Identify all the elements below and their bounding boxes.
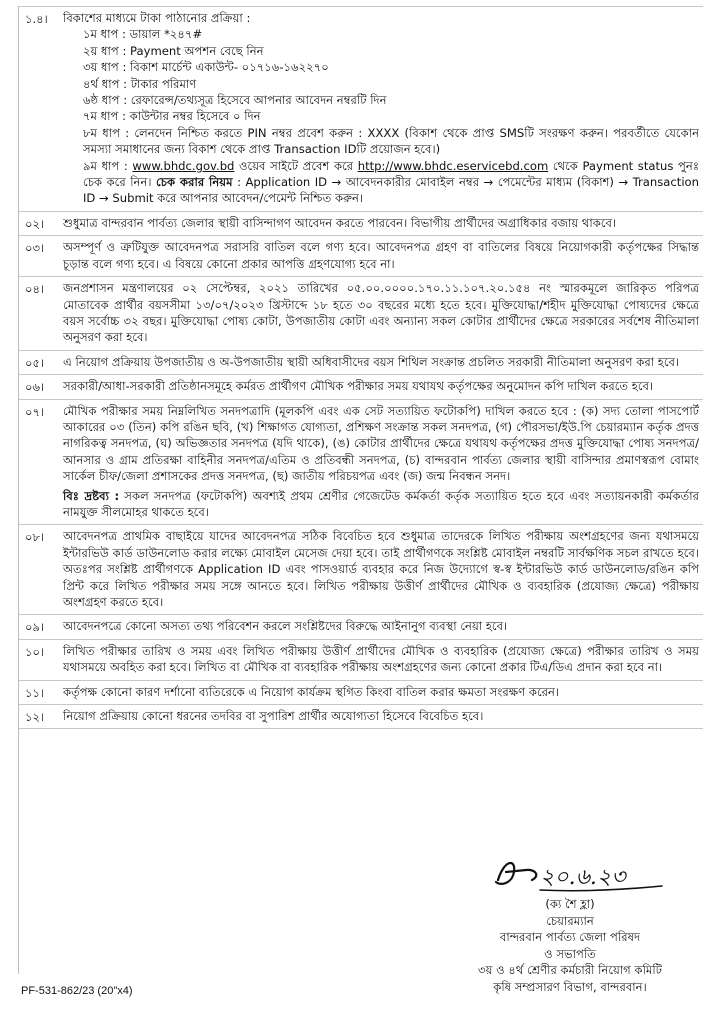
clause-text: শুধুমাত্র বান্দরবান পার্বত্য জেলার স্থায়ী বাসিন্দাগণ আবেদন করতে পারবেন। বিভাগীয় প্রার্থীদের অগ্রাধিকার বজায় থাকবে। [63,215,617,230]
clause-number: ০৬। [25,380,45,395]
clause-text: জনপ্রশাসন মন্ত্রণালয়ের ০২ সেপ্টেম্বর, ২০২১ তারিখের ০৫.০০.০০০০.১৭০.১১.১০৭.২০.১৫৪ নং স্মারকমূলে জারিকৃত পরিপত্র মোতাবেক প্রার্থীর বয়সসীমা ১৩/০৭/২০২৩ খ্রিস্টাব্দে ১৮ হতে ৩০ বছরের মধ্যে হতে হবে। মুক্তিযোদ্ধা/শহীদ মুক্তিযোদ্ধা পোষ্যদের ক্ষেত্রে বয়স সর্বোচ্চ ৩২ বছর। মুক্তিযোদ্ধা পোষ্য কোটা, উপজাতীয় কোটা এবং অন্যান্য সকল কোটার প্রার্থীদের ক্ষেত্রে সরকারের সর্বশেষ নীতিমালা অনুসরণ করা হবে। [63,281,699,345]
signatory-office: বান্দরবান পার্বত্য জেলা পরিষদ [499,930,641,944]
clause-number: ০৯। [25,620,45,635]
step-4: ৪র্থ ধাপ : টাকার পরিমাণ [83,76,197,91]
clause-text: আবেদনপত্র প্রাথমিক বাছাইয়ে যাদের আবেদনপত্র সঠিক বিবেচিত হবে শুধুমাত্র তাদেরকে লিখিত পরীক্ষায় অংশগ্রহণের জন্য যথাসময়ে ইন্টারভিউ কার্ড ডাউনলোড করার লক্ষ্যে মোবাইল মেসেজ দেয়া হবে। তাই প্রার্থীগণকে সংশ্লিষ্ট মোবাইল নম্বরটি সার্বক্ষণিক সচল রাখতে হবে। অতঃপর সংশ্লিষ্ট প্রার্থীগণকে Application ID এবং পাসওয়ার্ড ব্যবহার করে নিজ উদ্যোগে স্ব-স্ব ইন্টারভিউ কার্ড ডাউনলোড/রঙিন কপি প্রিন্ট করে লিখিত পরীক্ষার সময় সঙ্গে আনতে হবে। লিখিত পরীক্ষায় উত্তীর্ণ প্রার্থীদের মৌখিক ও ব্যবহারিক (প্রযোজ্য ক্ষেত্রে) পরীক্ষায় অংশগ্রহণ করতে হবে। [63,529,699,609]
clause-heading: বিকাশের মাধ্যমে টাকা পাঠানোর প্রক্রিয়া : [63,11,251,25]
step-9 [83,158,699,207]
clause-number: ০৪। [25,282,45,297]
clause-10 [19,640,703,681]
signature-block [440,850,700,995]
clause-text: লিখিত পরীক্ষার তারিখ ও সময় এবং লিখিত পরীক্ষায় উত্তীর্ণ প্রার্থীদের মৌখিক ও ব্যবহারিক (প্রযোজ্য ক্ষেত্রে) পরীক্ষার তারিখ ও সময় যথাসময়ে অবহিত করা হবে। লিখিত বা মৌখিক বা ব্যবহারিক পরীক্ষায় অংশগ্রহণের জন্য কোনো প্রকার টিএ/ডিএ প্রদান করা হবে না। [63,643,699,675]
website-link[interactable]: www.bhdc.gov.bd [132,158,235,173]
clause-02 [19,212,703,236]
step-9-text-d: : Application ID → আবেদনকারীর মোবাইল নম্বর → পেমেন্টের মাধ্যম (বিকাশ) → Transaction ID → Submit করে আপনার আবেদন/পেমেন্ট নিশ্চিত করুন। [83,175,699,206]
signature-date: ২০.৬.২৩ [540,865,626,890]
signatory-department: কৃষি সম্প্রসারণ বিভাগ, বান্দরবান। [493,979,647,994]
clause-number: ১.৪। [25,12,48,26]
step-7: ৭ম ধাপ : কাউন্টার নম্বর হিসেবে ০ দিন [83,109,261,124]
signatory-committee: ৩য় ও ৪র্থ শ্রেণীর কর্মচারী নিয়োগ কমিটি [478,963,662,977]
clause-text: এ নিয়োগ প্রক্রিয়ায় উপজাতীয় ও অ-উপজাতীয় স্থায়ী অধিবাসীদের বয়স শিথিল সংক্রান্ত প্রচলিত সরকারী নীতিমালা অনুসরণ করা হবে। [63,354,680,369]
clause-1-4 [19,6,703,212]
clause-text: মৌখিক পরীক্ষার সময় নিম্নলিখিত সনদপত্রাদি (মূলকপি এবং এক সেট সত্যায়িত ফটোকপি) দাখিল করতে হবে : (ক) সদ্য তোলা পাসপোর্ট আকারের ০৩ (তিন) কপি রঙিন ছবি, (খ) শিক্ষাগত যোগ্যতা, প্রশিক্ষণ সংক্রান্ত সকল সনদপত্র, (গ) পৌরসভা/ইউ.পি চেয়ারম্যান কর্তৃক প্রদত্ত নাগরিকত্ব সনদপত্র, (ঘ) অভিজ্ঞতার সনদপত্র (যদি থাকে), (ঙ) কোটার প্রার্থীদের ক্ষেত্রে যথাযথ কর্তৃপক্ষের প্রদত্ত মুক্তিযোদ্ধা পোষ্য সনদপত্র/আনসার ও গ্রাম প্রতিরক্ষা বাহিনীর সনদপত্র/এতিম ও প্রতিবন্ধী সনদপত্র, (চ) বান্দরবান পার্বত্য জেলার স্থায়ী বাসিন্দার প্রমাণস্বরূপ বোমাং সার্কেল চীফ/জেলা প্রশাসকের প্রদত্ত সনদপত্র, (ছ) জাতীয় পরিচয়পত্র এবং (জ) জন্ম নিবন্ধন সনদ। [63,403,699,484]
signatory-role: ও সভাপতি [544,946,596,961]
signatory-name: (ক্য শৈ হ্লা) [545,897,595,911]
clause-number: ০৫। [25,355,45,370]
clause-text: সরকারী/আধা-সরকারী প্রতিষ্ঠানসমূহে কর্মরত প্রার্থীগণ মৌখিক পরীক্ষার সময় যথাযথ কর্তৃপক্ষের অনুমোদন কপি দাখিল করতে হবে। [63,379,654,394]
step-8: ৮ম ধাপ : লেনদেন নিশ্চিত করতে PIN নম্বর প্রবেশ করুন : XXXX (বিকাশ থেকে প্রাপ্ত SMSটি সংরক্ষণ করুন। পরবর্তীতে যেকোন সমস্যা সমাধানের জন্য বিকাশ থেকে প্রাপ্ত Transaction IDটি প্রয়োজন হবে।) [83,125,699,157]
clause-note [63,488,699,521]
check-rule-label: চেক করার নিয়ম [156,175,233,190]
print-code: PF-531-862/23 (20"x4) [21,985,133,997]
clause-number: ১২। [25,710,45,725]
note-text: সকল সনদপত্র (ফটোকপি) অবশ্যই প্রথম শ্রেণীর গেজেটেড কর্মকর্তা কর্তৃক সত্যায়িত হতে হবে এবং সত্যায়নকারী কর্মকর্তার নামযুক্ত সীলমোহর থাকতে হবে। [63,488,699,519]
clause-06 [19,375,703,399]
clause-number: ০৭। [25,404,45,419]
handwritten-signature [470,850,670,896]
clause-text: কর্তৃপক্ষ কোনো কারণ দর্শানো ব্যতিরেকে এ নিয়োগ কার্যক্রম স্থগিত কিংবা বাতিল করার ক্ষমতা সংরক্ষণ করেন। [63,684,560,699]
step-2: ২য় ধাপ : Payment অপশন বেছে নিন [83,43,264,58]
clause-05 [19,351,703,375]
step-9-text-c: থেকে Payment status পুনঃ চেক করে নিন। [83,158,699,190]
step-1: ১ম ধাপ : ডায়াল *২৪৭# [83,27,203,42]
clause-11 [19,681,703,705]
clause-text: নিয়োগ প্রক্রিয়ায় কোনো ধরনের তদবির বা সুপারিশ প্রার্থীর অযোগ্যতা হিসেবে বিবেচিত হবে। [63,709,484,724]
clause-number: ০২। [25,216,45,231]
clause-08 [19,525,703,615]
eservice-link[interactable]: http://www.bhdc.eservicebd.com [357,158,549,173]
clause-text: অসম্পূর্ণ ও ত্রুটিযুক্ত আবেদনপত্র সরাসরি বাতিল বলে গণ্য হবে। আবেদনপত্র গ্রহণ বা বাতিলের বিষয়ে নিয়োগকারী কর্তৃপক্ষের সিদ্ধান্ত চূড়ান্ত বলে গণ্য হবে। এ বিষয়ে কোনো প্রকার আপত্তি গ্রহণযোগ্য হবে না। [63,240,699,271]
clause-number: ০৩। [25,241,45,256]
clause-09 [19,615,703,639]
clause-12 [19,705,703,729]
clause-number: ১১। [25,685,45,700]
clause-04 [19,277,703,351]
note-label: বিঃ দ্রষ্টব্য : [63,488,120,503]
clause-03 [19,236,703,277]
payment-steps [63,26,699,206]
clause-body [55,7,703,211]
clause-body [55,400,703,525]
signatory-title: চেয়ারম্যান [546,913,594,928]
step-9-text-b: ওয়েব সাইটে প্রবেশ করে [234,158,358,173]
clause-number: ০৮। [25,530,45,545]
step-9-prefix: ৯ম ধাপ : [83,158,133,173]
clause-number: ১০। [25,644,45,659]
step-3: ৩য় ধাপ : বিকাশ মার্চেন্ট একাউন্ট- ০১৭১৬-১৬২২৭০ [83,60,329,75]
clause-text: আবেদনপত্রে কোনো অসত্য তথ্য পরিবেশন করলে সংশ্লিষ্টদের বিরুদ্ধে আইনানুগ ব্যবস্থা নেয়া হবে। [63,619,508,634]
conditions-table [19,6,703,729]
clause-07 [19,400,703,526]
step-6: ৬ষ্ঠ ধাপ : রেফারেন্স/তথ্যসূত্র হিসেবে আপনার আবেদন নম্বরটি দিন [83,93,387,108]
